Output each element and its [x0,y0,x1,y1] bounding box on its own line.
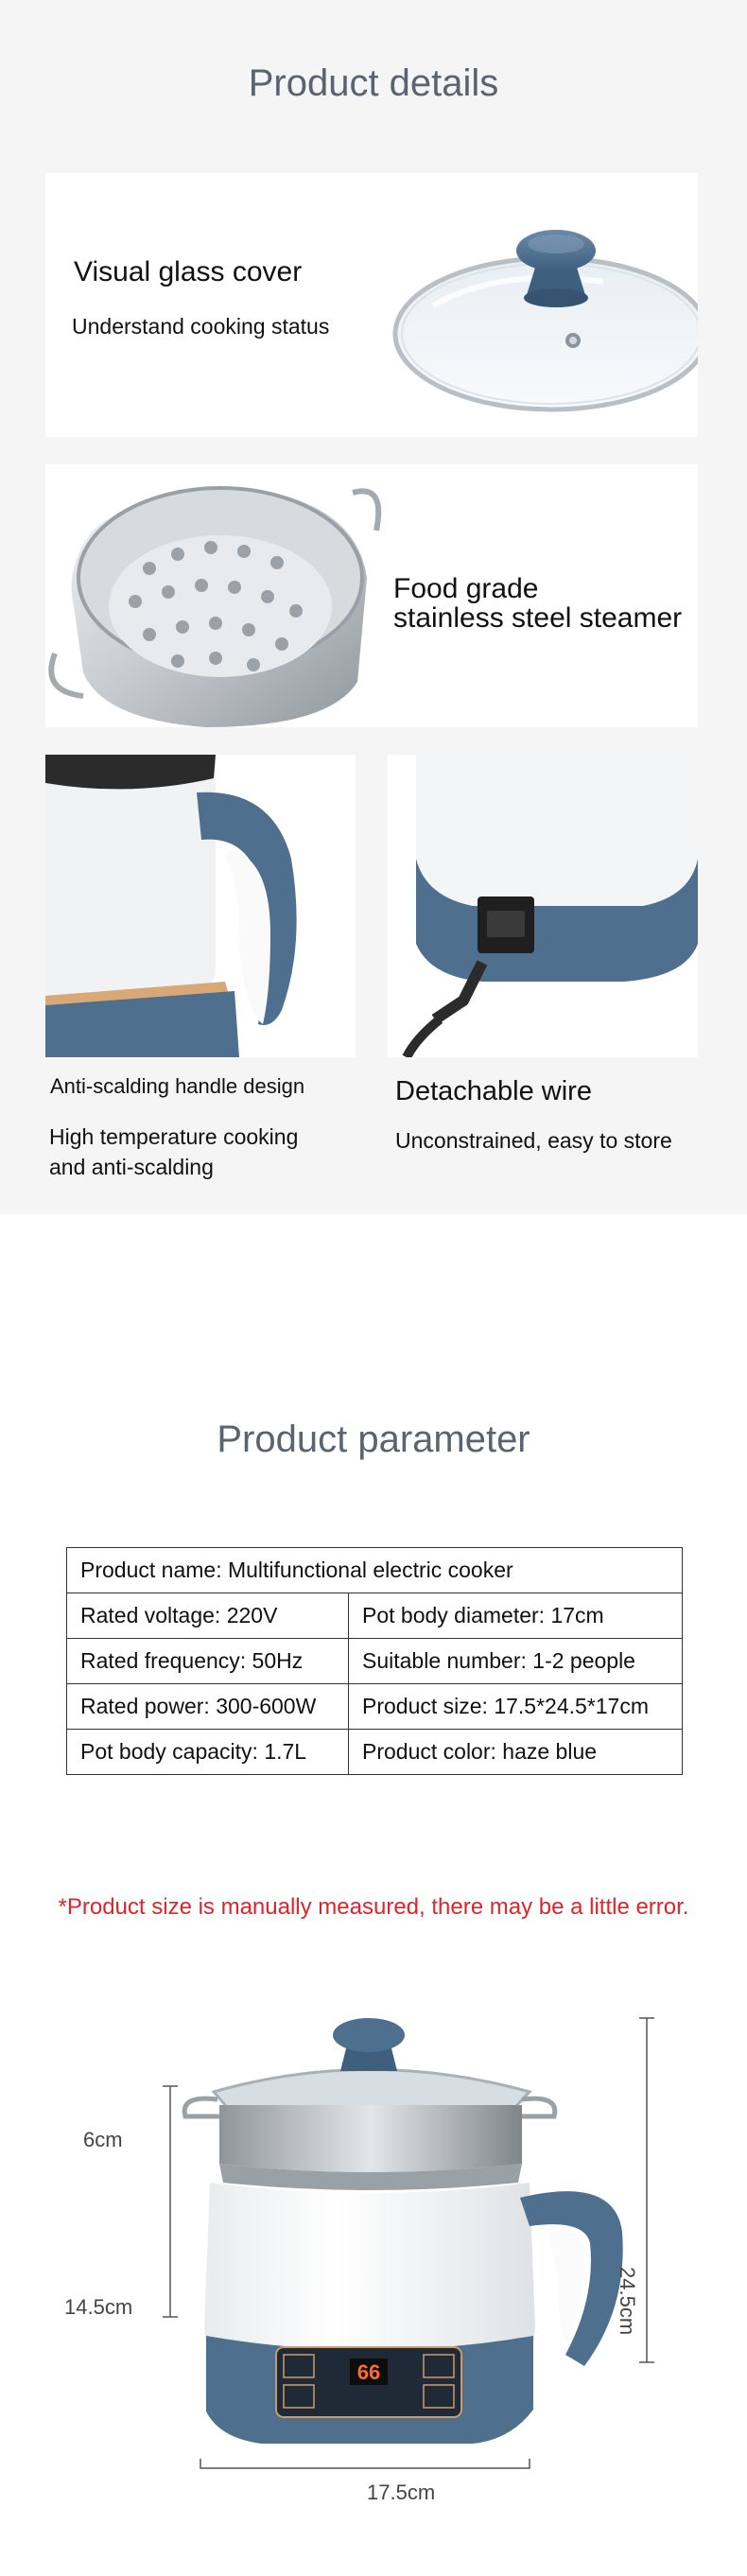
measurement-note: *Product size is manually measured, there may be a little error. [58,1894,689,1920]
steamer-image [45,464,395,727]
display-readout: 66 [356,2360,381,2384]
handle-heading: Anti-scalding handle design [50,1074,305,1098]
handle-image-card [45,755,356,1057]
parameter-title: Product parameter [217,1419,530,1460]
steamer-line2: stainless steel steamer [393,602,683,634]
body-height-label: 14.5cm [64,2295,133,2319]
handle-line2: and anti-scalding [49,1155,214,1179]
parameter-table [66,1547,683,1775]
total-height-label: 24.5cm [616,2267,639,2336]
steamer-card [45,464,698,727]
table-cell: Product color: haze blue [349,1730,683,1775]
details-title: Product details [248,62,499,104]
table-cell: Suitable number: 1-2 people [349,1639,683,1684]
table-row [67,1684,683,1730]
table-row [67,1639,683,1684]
handle-image [45,755,356,1057]
table-cell: Pot body diameter: 17cm [349,1593,683,1639]
table-cell: Rated power: 300-600W [67,1684,349,1730]
glass-cover-text: Understand cooking status [72,314,330,339]
wire-text: Unconstrained, easy to store [395,1128,672,1153]
wire-image-card [388,755,698,1057]
table-row [67,1548,683,1593]
glass-lid-image [367,192,698,419]
wire-heading: Detachable wire [395,1076,592,1106]
glass-cover-heading: Visual glass cover [74,256,303,287]
steamer-line1: Food grade [393,573,539,604]
table-cell: Product name: Multifunctional electric cooker [67,1548,683,1593]
table-cell: Product size: 17.5*24.5*17cm [349,1684,683,1730]
table-cell: Rated voltage: 220V [67,1593,349,1639]
width-label: 17.5cm [367,2480,436,2504]
table-cell: Pot body capacity: 1.7L [67,1730,349,1775]
handle-line1: High temperature cooking [49,1124,299,1149]
table-cell: Rated frequency: 50Hz [67,1639,349,1684]
table-row [67,1593,683,1639]
wire-image [388,755,698,1057]
table-row [67,1730,683,1775]
glass-cover-card [45,173,698,437]
steamer-height-label: 6cm [83,2128,123,2151]
